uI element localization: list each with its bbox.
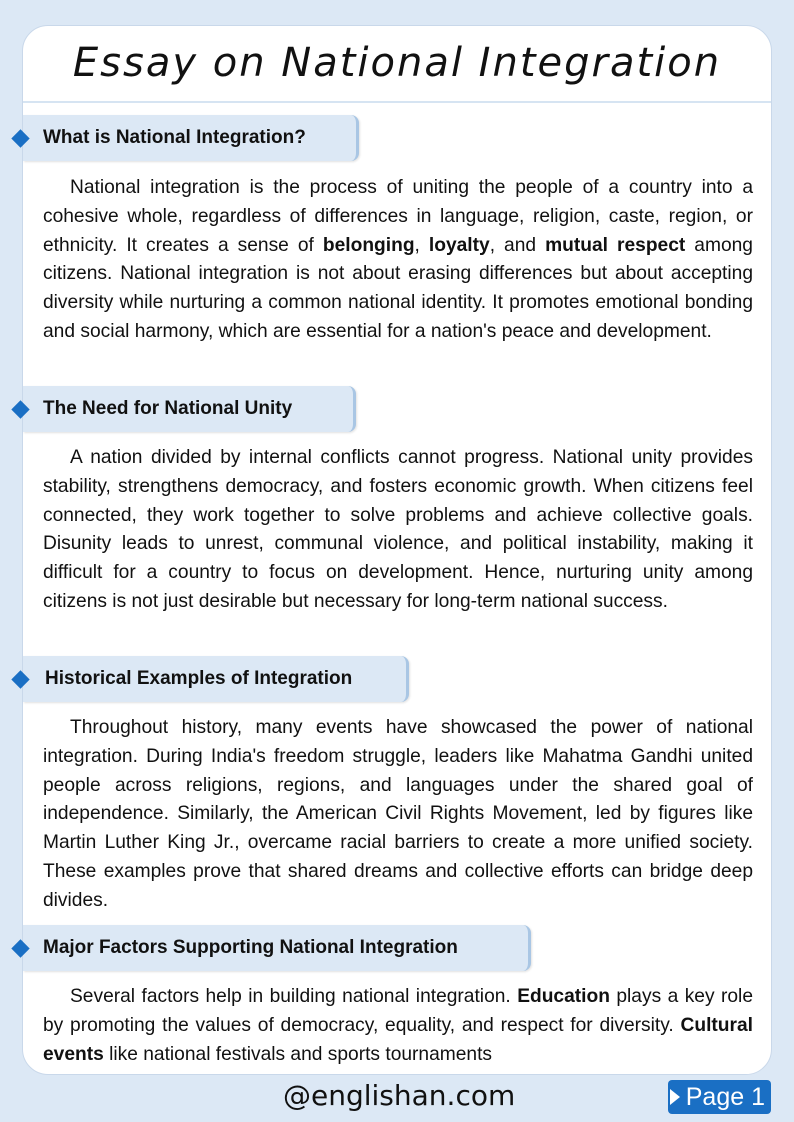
website-link[interactable]: @englishan.com <box>283 1079 516 1112</box>
section-paragraph <box>43 444 753 617</box>
bold-phrase: mutual respect <box>545 234 686 256</box>
text-run: plays a key role by promoting the values of democracy, equality, and respect for diversity. <box>43 986 753 1036</box>
text-run: , and <box>489 234 546 256</box>
text-run: , <box>414 234 429 256</box>
section-heading-1 <box>23 115 359 161</box>
bold-phrase: Cultural events <box>43 1014 753 1065</box>
section-heading-text: Major Factors Supporting National Integration <box>43 937 458 958</box>
section-heading-3 <box>23 656 409 702</box>
essay-card <box>22 25 772 1075</box>
section-heading-text: What is National Integration? <box>43 127 306 148</box>
section-heading-2 <box>23 386 356 432</box>
page-title: Essay on National Integration <box>72 40 722 86</box>
section-heading-text: Historical Examples of Integration <box>45 668 353 689</box>
text-run: Several factors help in building national integration. <box>70 986 518 1007</box>
text-run: A nation divided by internal conflicts cannot progress. National unity provides stability, strengthens democracy, and fosters economic growth. When citizens feel connected, they work together to solve problems and achieve collective goals. Disunity leads to unrest, communal violence, and political instability, making it difficult for a country to focus on development. Hence, nurturing unity among citizens is not just desirable but necessary for long-term national success. <box>43 447 753 612</box>
text-run: Throughout history, many events have showcased the power of national integration. During India's freedom struggle, leaders like Mahatma Gandhi united people across religions, regions, and languages under the shared goal of independence. Similarly, the American Civil Rights Movement, led by figures like Martin Luther King Jr., overcame racial barriers to create a more unified society. These examples prove that shared dreams and collective efforts can bridge deep divides. <box>43 717 753 911</box>
section-paragraph <box>43 174 753 347</box>
arrow-right-icon <box>670 1089 680 1105</box>
page-label: Page 1 <box>685 1083 765 1111</box>
section-heading-text: The Need for National Unity <box>43 398 293 419</box>
text-run: National integration is the process of uniting the people of a country into a cohesive whole, regardless of differences in language, religion, caste, region, or ethnicity. It creates a sense of <box>43 177 753 256</box>
text-run: among citizens. National integration is not about erasing differences but about accepting diversity while nurturing a common national identity. It promotes emotional bonding and social harmony, which are essential for a nation's peace and development. <box>43 234 753 342</box>
text-run: like national festivals and sports tournaments <box>103 1043 493 1065</box>
page-number-badge <box>668 1080 771 1114</box>
bold-phrase: belonging <box>322 234 415 256</box>
section-paragraph <box>43 983 753 1069</box>
bold-phrase: Education <box>517 986 610 1007</box>
section-heading-4 <box>23 925 531 971</box>
section-paragraph <box>43 714 753 916</box>
bold-phrase: loyalty <box>428 234 490 256</box>
title-divider <box>23 101 771 103</box>
